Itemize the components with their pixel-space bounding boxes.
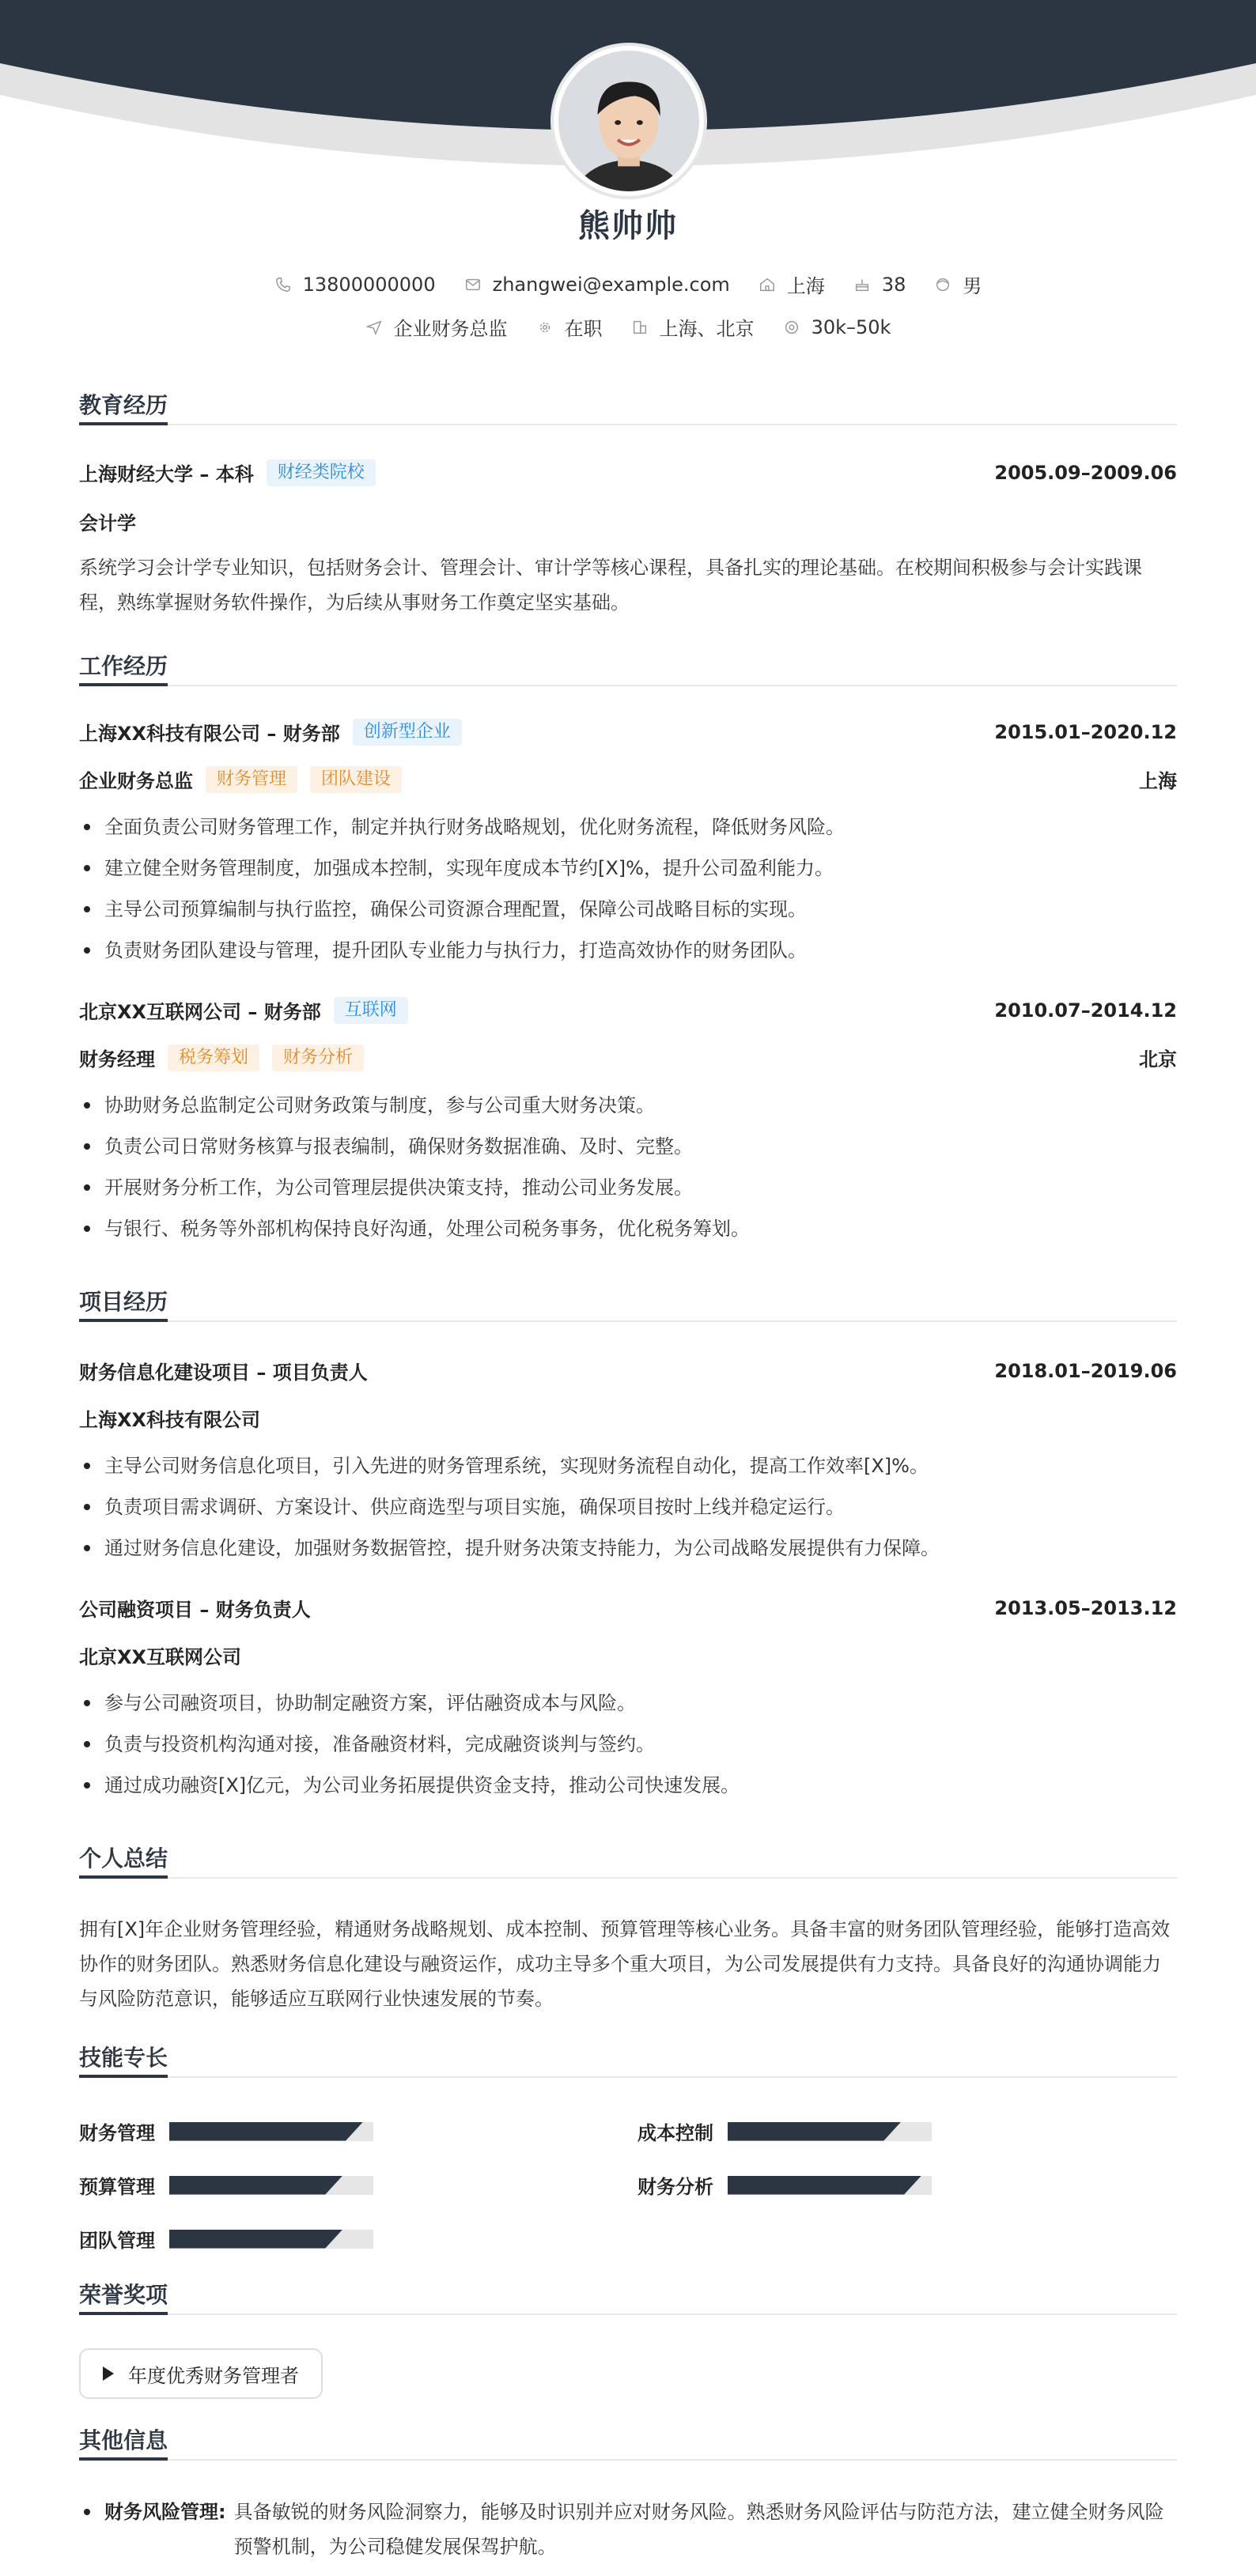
email-text: zhangwei@example.com bbox=[492, 273, 730, 296]
work-2-title-row bbox=[79, 1044, 1177, 1071]
salary-item bbox=[783, 316, 891, 338]
work-1-tag-1: 财务管理 bbox=[206, 766, 297, 793]
project-1-bullets bbox=[79, 1445, 1177, 1569]
building-icon bbox=[631, 319, 649, 336]
skill-bar-fill bbox=[728, 2176, 921, 2195]
other-info-item bbox=[79, 2495, 1177, 2564]
list-item: 建立健全财务管理制度，加强成本控制，实现年度成本节约[X]%，提升公司盈利能力。 bbox=[79, 848, 1177, 889]
email-item bbox=[464, 274, 730, 296]
skill-item bbox=[637, 2117, 932, 2145]
phone-item bbox=[274, 274, 436, 296]
work-2-company: 北京XX互联网公司 – 财务部 bbox=[79, 1001, 321, 1023]
candidate-name: 熊帅帅 bbox=[578, 208, 678, 244]
salary-text: 30k–50k bbox=[811, 315, 891, 338]
skill-item bbox=[79, 2225, 373, 2253]
project-1-company-row bbox=[79, 1404, 1177, 1432]
skill-bar-fill bbox=[169, 2230, 342, 2249]
skill-label: 财务分析 bbox=[637, 2176, 713, 2198]
skill-bar-fill bbox=[169, 2176, 342, 2195]
work-1-company-tag: 创新型企业 bbox=[353, 719, 462, 746]
education-major-row bbox=[79, 508, 1177, 535]
section-title-skills: 技能专长 bbox=[79, 2045, 1177, 2078]
position-text: 企业财务总监 bbox=[393, 318, 508, 340]
skill-bar bbox=[728, 2176, 932, 2195]
list-item: 开展财务分析工作，为公司管理层提供决策支持，推动公司业务发展。 bbox=[79, 1167, 1177, 1208]
project-2-period: 2013.05–2013.12 bbox=[994, 1596, 1177, 1619]
list-item: 全面负责公司财务管理工作，制定并执行财务战略规划，优化财务流程，降低财务风险。 bbox=[79, 806, 1177, 848]
job-info-row bbox=[0, 313, 1256, 341]
skill-bar bbox=[169, 2230, 373, 2249]
coin-icon bbox=[783, 319, 800, 336]
project-2-company: 北京XX互联网公司 bbox=[79, 1646, 242, 1668]
skill-label: 预算管理 bbox=[79, 2176, 155, 2198]
phone-icon bbox=[274, 276, 292, 293]
education-header bbox=[79, 459, 1177, 486]
target-city-item bbox=[631, 313, 755, 341]
city-item bbox=[759, 270, 825, 298]
target-city-text: 上海、北京 bbox=[659, 318, 755, 340]
work-2-company-tag: 互联网 bbox=[334, 997, 408, 1024]
project-1-header bbox=[79, 1357, 1177, 1384]
city-text: 上海 bbox=[786, 275, 825, 297]
person-face-icon bbox=[934, 276, 951, 293]
section-title-project: 项目经历 bbox=[79, 1289, 1177, 1322]
skill-label: 成本控制 bbox=[637, 2122, 713, 2144]
avatar-portrait-icon bbox=[558, 51, 699, 191]
work-2-header bbox=[79, 996, 1177, 1024]
play-triangle-icon bbox=[103, 2366, 114, 2381]
list-item: 主导公司财务信息化项目，引入先进的财务管理系统，实现财务流程自动化，提高工作效率[X]%。 bbox=[79, 1445, 1177, 1486]
skill-bar-fill bbox=[169, 2122, 363, 2141]
work-2-bullets bbox=[79, 1085, 1177, 1249]
skill-bar bbox=[169, 2122, 373, 2141]
work-1-title: 企业财务总监 bbox=[79, 770, 193, 792]
skill-label: 财务管理 bbox=[79, 2122, 155, 2144]
status-text: 在职 bbox=[564, 318, 603, 340]
list-item: 主导公司预算编制与执行监控，确保公司资源合理配置，保障公司战略目标的实现。 bbox=[79, 889, 1177, 930]
list-item: 负责项目需求调研、方案设计、供应商选型与项目实施，确保项目按时上线并稳定运行。 bbox=[79, 1486, 1177, 1528]
education-major: 会计学 bbox=[79, 512, 136, 534]
project-1-company: 上海XX科技有限公司 bbox=[79, 1409, 261, 1431]
skill-item bbox=[637, 2171, 932, 2199]
send-icon bbox=[365, 319, 383, 336]
project-2-bullets bbox=[79, 1683, 1177, 1806]
status-item bbox=[536, 313, 603, 341]
work-1-period: 2015.01–2020.12 bbox=[994, 720, 1177, 743]
list-item: 通过成功融资[X]亿元，为公司业务拓展提供资金支持，推动公司快速发展。 bbox=[79, 1765, 1177, 1806]
list-item: 负责公司日常财务核算与报表编制，确保财务数据准确、及时、完整。 bbox=[79, 1126, 1177, 1167]
gear-icon bbox=[536, 319, 554, 336]
gender-item bbox=[934, 270, 982, 298]
skill-item bbox=[79, 2117, 373, 2145]
award-text: 年度优秀财务管理者 bbox=[128, 2364, 299, 2387]
project-2-name: 公司融资项目 – 财务负责人 bbox=[79, 1599, 311, 1621]
summary-text: 拥有[X]年企业财务管理经验，精通财务战略规划、成本控制、预算管理等核心业务。具备丰富的财务团队管理经验，能够打造高效协作的财务团队。熟悉财务信息化建设与融资运作，成功主导多个重大项目，为公司发展提供有力支持。具备良好的沟通协调能力与风险防范意识，能够适应互联网行业快速发展的节奏。 bbox=[79, 1918, 1171, 2010]
work-1-bullets bbox=[79, 806, 1177, 971]
age-item bbox=[853, 274, 906, 296]
work-2-title: 财务经理 bbox=[79, 1048, 155, 1071]
skill-item bbox=[79, 2171, 373, 2199]
bullet-dot bbox=[84, 2509, 90, 2515]
work-1-location: 上海 bbox=[1139, 770, 1177, 792]
school-name: 上海财经大学 – 本科 bbox=[79, 463, 254, 485]
skill-label: 团队管理 bbox=[79, 2230, 155, 2252]
project-2-company-row bbox=[79, 1641, 1177, 1669]
list-item: 协助财务总监制定公司财务政策与制度，参与公司重大财务决策。 bbox=[79, 1085, 1177, 1126]
phone-text: 13800000000 bbox=[302, 273, 436, 296]
list-item: 与银行、税务等外部机构保持良好沟通，处理公司税务事务，优化税务筹划。 bbox=[79, 1208, 1177, 1249]
home-icon bbox=[759, 276, 776, 293]
education-period: 2005.09–2009.06 bbox=[994, 461, 1177, 484]
position-item bbox=[365, 313, 508, 341]
school-tag: 财经类院校 bbox=[267, 459, 376, 486]
work-1-header bbox=[79, 718, 1177, 746]
age-text: 38 bbox=[881, 273, 906, 296]
gender-text: 男 bbox=[963, 275, 982, 297]
other-info-key: 财务风险管理: bbox=[104, 2501, 226, 2523]
project-1-name: 财务信息化建设项目 – 项目负责人 bbox=[79, 1362, 368, 1384]
section-title-awards: 荣誉奖项 bbox=[79, 2282, 1177, 2315]
award-badge bbox=[79, 2348, 323, 2399]
skill-bar-fill bbox=[728, 2122, 901, 2141]
other-info-value: 具备敏锐的财务风险洞察力，能够及时识别并应对财务风险。熟悉财务风险评估与防范方法，建立健全财务风险预警机制，为公司稳健发展保驾护航。 bbox=[233, 2501, 1164, 2558]
project-2-header bbox=[79, 1594, 1177, 1622]
list-item: 负责与投资机构沟通对接，准备融资材料，完成融资谈判与签约。 bbox=[79, 1724, 1177, 1765]
education-description: 系统学习会计学专业知识，包括财务会计、管理会计、审计学等核心课程，具备扎实的理论基础。在校期间积极参与会计实践课程，熟练掌握财务软件操作，为后续从事财务工作奠定坚实基础。 bbox=[79, 557, 1142, 614]
contact-info-row bbox=[0, 270, 1256, 298]
list-item: 参与公司融资项目，协助制定融资方案，评估融资成本与风险。 bbox=[79, 1683, 1177, 1724]
list-item: 通过财务信息化建设，加强财务数据管控，提升财务决策支持能力，为公司战略发展提供有力保障。 bbox=[79, 1528, 1177, 1569]
project-1-period: 2018.01–2019.06 bbox=[994, 1359, 1177, 1382]
section-title-work: 工作经历 bbox=[79, 653, 1177, 686]
skill-bar bbox=[728, 2122, 932, 2141]
avatar bbox=[554, 46, 704, 196]
section-title-summary: 个人总结 bbox=[79, 1845, 1177, 1879]
work-1-title-row bbox=[79, 765, 1177, 793]
work-2-tag-2: 财务分析 bbox=[272, 1044, 364, 1071]
list-item: 负责财务团队建设与管理，提升团队专业能力与执行力，打造高效协作的财务团队。 bbox=[79, 930, 1177, 971]
work-2-location: 北京 bbox=[1139, 1048, 1177, 1071]
skill-bar bbox=[169, 2176, 373, 2195]
section-title-education: 教育经历 bbox=[79, 392, 1177, 425]
work-1-company: 上海XX科技有限公司 – 财务部 bbox=[79, 723, 340, 745]
work-2-tag-1: 税务筹划 bbox=[168, 1044, 259, 1071]
section-title-other: 其他信息 bbox=[79, 2427, 1177, 2461]
work-2-period: 2010.07–2014.12 bbox=[994, 999, 1177, 1022]
mail-icon bbox=[464, 276, 482, 293]
work-1-tag-2: 团队建设 bbox=[310, 766, 402, 793]
cake-icon bbox=[853, 276, 871, 293]
